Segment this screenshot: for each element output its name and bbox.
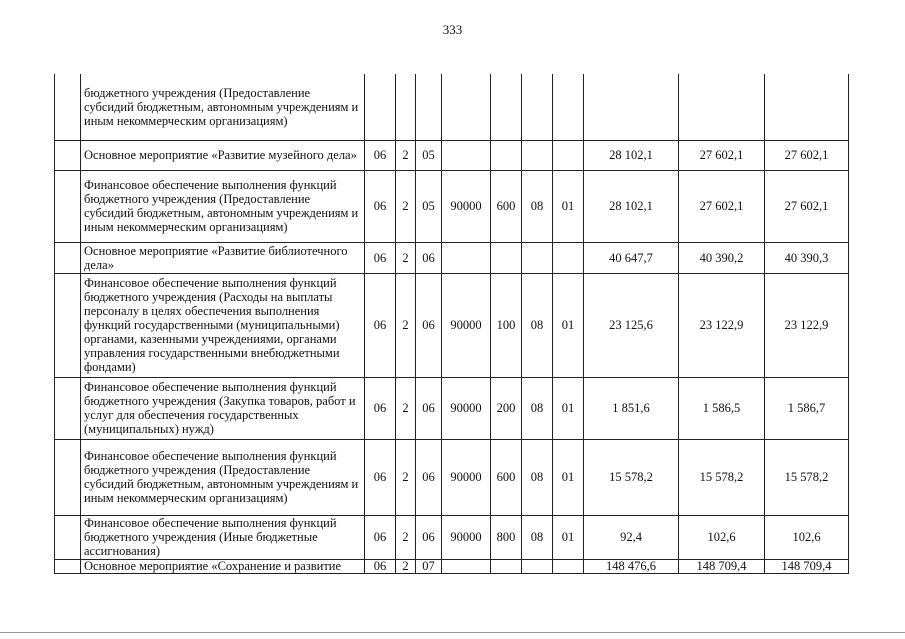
- table-row: [55, 140, 849, 170]
- table-row: [55, 170, 849, 242]
- code-cell: 01: [553, 273, 584, 377]
- code-cell: 06: [416, 377, 442, 439]
- code-cell: 600: [491, 439, 522, 515]
- name-cell: Финансовое обеспечение выполнения функций бюджетного учреждения (Закупка товаров, работ и услуг для обеспечения государственных (муниципальных) нужд): [81, 377, 365, 439]
- code-cell: [553, 559, 584, 573]
- code-cell: 2: [396, 377, 416, 439]
- value-cell: [679, 74, 765, 140]
- code-cell: [491, 559, 522, 573]
- value-cell: 1 586,7: [765, 377, 849, 439]
- value-cell: 148 476,6: [584, 559, 679, 573]
- code-cell: 01: [553, 515, 584, 559]
- code-cell: 90000: [442, 273, 491, 377]
- code-cell: [522, 242, 553, 273]
- code-cell: 2: [396, 273, 416, 377]
- code-cell: 90000: [442, 515, 491, 559]
- code-cell: [442, 140, 491, 170]
- value-cell: 15 578,2: [679, 439, 765, 515]
- code-cell: 06: [365, 559, 396, 573]
- code-cell: 90000: [442, 170, 491, 242]
- index-cell: [55, 242, 81, 273]
- code-cell: 06: [365, 377, 396, 439]
- value-cell: 1 851,6: [584, 377, 679, 439]
- code-cell: 100: [491, 273, 522, 377]
- code-cell: [522, 74, 553, 140]
- code-cell: 08: [522, 170, 553, 242]
- code-cell: 01: [553, 439, 584, 515]
- code-cell: [553, 74, 584, 140]
- code-cell: 06: [365, 515, 396, 559]
- value-cell: [765, 74, 849, 140]
- index-cell: [55, 140, 81, 170]
- code-cell: [491, 242, 522, 273]
- table-row: [55, 242, 849, 273]
- index-cell: [55, 377, 81, 439]
- code-cell: 05: [416, 140, 442, 170]
- code-cell: 2: [396, 439, 416, 515]
- index-cell: [55, 273, 81, 377]
- code-cell: 600: [491, 170, 522, 242]
- code-cell: 800: [491, 515, 522, 559]
- code-cell: [442, 242, 491, 273]
- code-cell: 06: [416, 439, 442, 515]
- value-cell: 27 602,1: [765, 140, 849, 170]
- value-cell: 23 122,9: [679, 273, 765, 377]
- code-cell: 200: [491, 377, 522, 439]
- code-cell: 08: [522, 515, 553, 559]
- value-cell: 28 102,1: [584, 170, 679, 242]
- budget-table: [54, 74, 849, 574]
- code-cell: 06: [416, 273, 442, 377]
- code-cell: [522, 559, 553, 573]
- table-row: [55, 515, 849, 559]
- value-cell: 1 586,5: [679, 377, 765, 439]
- value-cell: 40 390,2: [679, 242, 765, 273]
- code-cell: 2: [396, 140, 416, 170]
- code-cell: 06: [365, 140, 396, 170]
- value-cell: 27 602,1: [679, 170, 765, 242]
- name-cell: Финансовое обеспечение выполнения функций бюджетного учреждения (Расходы на выплаты персоналу в целях обеспечения выполнения функций государственными (муниципальными) органами, казенными учреждениями, органами управления государственными внебюджетными фондами): [81, 273, 365, 377]
- code-cell: [553, 242, 584, 273]
- table-row: [55, 439, 849, 515]
- value-cell: 15 578,2: [584, 439, 679, 515]
- code-cell: 08: [522, 439, 553, 515]
- name-cell: Финансовое обеспечение выполнения функций бюджетного учреждения (Предоставление субсидий бюджетным, автономным учреждениям и иным некоммерческим организациям): [81, 170, 365, 242]
- value-cell: 92,4: [584, 515, 679, 559]
- page-number: 333: [442, 22, 463, 37]
- value-cell: 23 125,6: [584, 273, 679, 377]
- value-cell: 15 578,2: [765, 439, 849, 515]
- code-cell: 06: [365, 170, 396, 242]
- code-cell: [491, 74, 522, 140]
- value-cell: 148 709,4: [679, 559, 765, 573]
- code-cell: 06: [365, 439, 396, 515]
- value-cell: 28 102,1: [584, 140, 679, 170]
- index-cell: [55, 170, 81, 242]
- name-cell: бюджетного учреждения (Предоставление субсидий бюджетным, автономным учреждениям и иным некоммерческим организациям): [81, 74, 365, 140]
- value-cell: 27 602,1: [765, 170, 849, 242]
- code-cell: [522, 140, 553, 170]
- code-cell: 06: [416, 515, 442, 559]
- value-cell: 148 709,4: [765, 559, 849, 573]
- value-cell: [584, 74, 679, 140]
- value-cell: 102,6: [765, 515, 849, 559]
- table-row: [55, 74, 849, 140]
- name-cell: Финансовое обеспечение выполнения функций бюджетного учреждения (Иные бюджетные ассигнования): [81, 515, 365, 559]
- name-cell: Основное мероприятие «Развитие библиотечного дела»: [81, 242, 365, 273]
- code-cell: 2: [396, 515, 416, 559]
- index-cell: [55, 74, 81, 140]
- code-cell: [396, 74, 416, 140]
- code-cell: [553, 140, 584, 170]
- code-cell: 06: [365, 273, 396, 377]
- index-cell: [55, 515, 81, 559]
- code-cell: [416, 74, 442, 140]
- table-row: [55, 377, 849, 439]
- index-cell: [55, 559, 81, 573]
- code-cell: 01: [553, 377, 584, 439]
- name-cell: Финансовое обеспечение выполнения функций бюджетного учреждения (Предоставление субсидий бюджетным, автономным учреждениям и иным некоммерческим организациям): [81, 439, 365, 515]
- value-cell: 40 390,3: [765, 242, 849, 273]
- code-cell: [442, 74, 491, 140]
- code-cell: [442, 559, 491, 573]
- code-cell: 2: [396, 170, 416, 242]
- code-cell: 2: [396, 559, 416, 573]
- table-row: [55, 559, 849, 573]
- page-edge-divider: [0, 632, 905, 633]
- code-cell: 05: [416, 170, 442, 242]
- value-cell: 102,6: [679, 515, 765, 559]
- code-cell: 90000: [442, 377, 491, 439]
- value-cell: 40 647,7: [584, 242, 679, 273]
- code-cell: 2: [396, 242, 416, 273]
- value-cell: 27 602,1: [679, 140, 765, 170]
- code-cell: 01: [553, 170, 584, 242]
- code-cell: 08: [522, 273, 553, 377]
- code-cell: 06: [416, 242, 442, 273]
- name-cell: Основное мероприятие «Сохранение и развитие: [81, 559, 365, 573]
- table-row: [55, 273, 849, 377]
- code-cell: 08: [522, 377, 553, 439]
- code-cell: 06: [365, 242, 396, 273]
- index-cell: [55, 439, 81, 515]
- code-cell: 90000: [442, 439, 491, 515]
- code-cell: 07: [416, 559, 442, 573]
- name-cell: Основное мероприятие «Развитие музейного дела»: [81, 140, 365, 170]
- code-cell: [491, 140, 522, 170]
- value-cell: 23 122,9: [765, 273, 849, 377]
- code-cell: [365, 74, 396, 140]
